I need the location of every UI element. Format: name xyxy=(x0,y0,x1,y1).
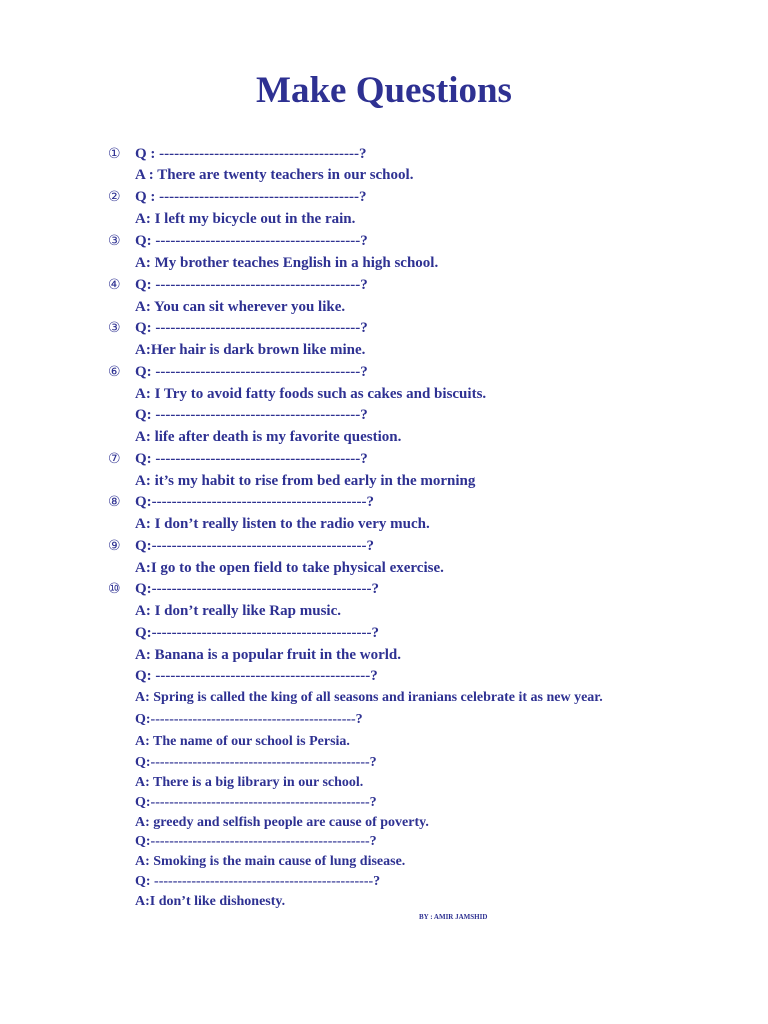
answer-line: A: The name of our school is Persia. xyxy=(135,734,350,749)
answer-line: A: I Try to avoid fatty foods such as cakes and biscuits. xyxy=(135,386,487,402)
answer-line: A: Banana is a popular fruit in the world. xyxy=(135,647,402,663)
question-line: Q:--------------------------------------------? xyxy=(135,625,379,641)
question-line: Q:-------------------------------------------? xyxy=(135,494,374,510)
question-number: ③ xyxy=(108,233,121,249)
question-line: Q: -----------------------------------------? xyxy=(135,320,368,336)
answer-line: A: I don’t really like Rap music. xyxy=(135,603,341,619)
question-line: Q: -----------------------------------------? xyxy=(135,407,368,423)
answer-line: A:I go to the open field to take physical exercise. xyxy=(135,560,444,576)
answer-line: A: You can sit wherever you like. xyxy=(135,299,346,315)
answer-line: A: There is a big library in our school. xyxy=(135,775,364,790)
question-line: Q : ----------------------------------------? xyxy=(135,189,367,205)
question-number: ⑩ xyxy=(108,581,121,597)
question-line: Q: -----------------------------------------? xyxy=(135,364,368,380)
answer-line: A: I left my bicycle out in the rain. xyxy=(135,211,356,227)
answer-line: A: I don’t really listen to the radio very much. xyxy=(135,516,430,532)
answer-line: A:I don’t like dishonesty. xyxy=(135,894,286,909)
question-number: ⑦ xyxy=(108,451,121,467)
author-credit: BY : AMIR JAMSHID xyxy=(419,913,488,921)
answer-line: A:Her hair is dark brown like mine. xyxy=(135,342,366,358)
question-line: Q:-----------------------------------------------? xyxy=(135,755,377,770)
question-line: Q: -----------------------------------------? xyxy=(135,233,368,249)
answer-line: A: it’s my habit to rise from bed early in the morning xyxy=(135,473,476,489)
question-number: ① xyxy=(108,146,121,162)
question-line: Q:-------------------------------------------? xyxy=(135,538,374,554)
question-line: Q: -----------------------------------------? xyxy=(135,277,368,293)
answer-line: A : There are twenty teachers in our school. xyxy=(135,167,414,183)
question-line: Q:--------------------------------------------? xyxy=(135,581,379,597)
answer-line: A: My brother teaches English in a high school. xyxy=(135,255,439,271)
question-number: ② xyxy=(108,189,121,205)
question-line: Q: -------------------------------------------? xyxy=(135,668,378,684)
question-line: Q : ----------------------------------------? xyxy=(135,146,367,162)
page-title: Make Questions xyxy=(256,70,512,111)
question-number: ④ xyxy=(108,277,121,293)
question-number: ⑥ xyxy=(108,364,121,380)
question-number: ⑧ xyxy=(108,494,121,510)
question-number: ③ xyxy=(108,320,121,336)
question-line: Q:-----------------------------------------------? xyxy=(135,795,377,810)
answer-line: A: life after death is my favorite question. xyxy=(135,429,402,445)
answer-line: A: Spring is called the king of all seasons and iranians celebrate it as new year. xyxy=(135,690,603,705)
answer-line: A: Smoking is the main cause of lung disease. xyxy=(135,854,406,869)
question-number: ⑨ xyxy=(108,538,121,554)
answer-line: A: greedy and selfish people are cause of poverty. xyxy=(135,815,429,830)
question-line: Q:--------------------------------------------? xyxy=(135,712,363,727)
question-line: Q:-----------------------------------------------? xyxy=(135,834,377,849)
question-line: Q: -----------------------------------------------? xyxy=(135,874,381,889)
question-line: Q: -----------------------------------------? xyxy=(135,451,368,467)
